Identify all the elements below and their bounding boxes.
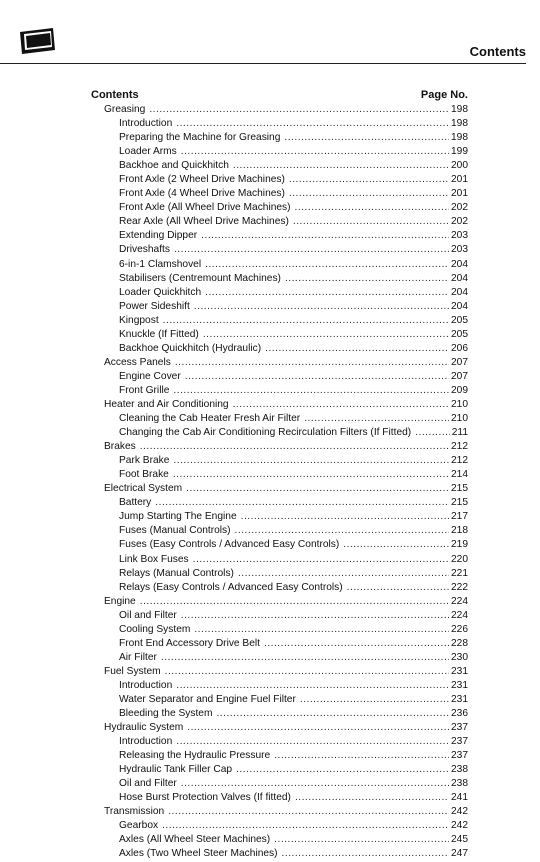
toc-entry-title: Stabilisers (Centremount Machines) — [119, 272, 281, 284]
toc-dot-leader — [203, 328, 449, 342]
toc-subsection-entry[interactable] — [91, 819, 468, 833]
toc-entry-title: Axles (Two Wheel Steer Machines) — [119, 848, 278, 860]
toc-entry-page: 202 — [451, 216, 468, 228]
toc-entry-page: 226 — [451, 623, 468, 635]
toc-entry-page: 220 — [451, 553, 468, 565]
toc-dot-leader — [216, 707, 449, 721]
toc-entry-title: Hydraulic System — [104, 722, 184, 734]
toc-entry-page: 224 — [451, 595, 468, 607]
toc-entry-title: Power Sideshift — [119, 300, 190, 312]
toc-entry-title: Water Separator and Engine Fuel Filter — [119, 693, 296, 705]
toc-entry-page: 219 — [451, 539, 468, 551]
toc-dot-leader — [186, 482, 449, 496]
toc-entry-title: Axles (All Wheel Steer Machines) — [119, 834, 271, 846]
toc-entry-page: 231 — [451, 693, 468, 705]
toc-entry-title: Access Panels — [104, 356, 171, 368]
toc-dot-leader — [149, 103, 449, 117]
toc-entry-title: Link Box Fuses — [119, 553, 189, 565]
toc-subsection-entry[interactable] — [91, 847, 468, 861]
toc-subsection-entry[interactable] — [91, 609, 468, 623]
toc-entry-page: 237 — [451, 750, 468, 762]
toc-entry-page: 231 — [451, 679, 468, 691]
toc-dot-leader — [161, 651, 449, 665]
toc-entry-title: Kingpost — [119, 314, 159, 326]
toc-entry-title: Fuel System — [104, 665, 161, 677]
toc-subsection-entry[interactable] — [91, 763, 468, 777]
toc-subsection-entry[interactable] — [91, 454, 468, 468]
toc-entry-page: 207 — [451, 370, 468, 382]
toc-entry-page: 236 — [451, 708, 468, 720]
toc-subsection-entry[interactable] — [91, 637, 468, 651]
toc-section-entry[interactable] — [91, 595, 468, 609]
toc-entry-title: Battery — [119, 497, 152, 509]
toc-dot-leader — [241, 510, 449, 524]
toc-entry-page: 242 — [451, 820, 468, 832]
toc-entry-page: 237 — [451, 722, 468, 734]
toc-entry-title: Fuses (Easy Controls / Advanced Easy Controls) — [119, 539, 340, 551]
toc-subsection-entry[interactable] — [91, 777, 468, 791]
toc-entry-title: Transmission — [104, 806, 165, 818]
toc-entry-page: 204 — [451, 286, 468, 298]
toc-entry-page: 224 — [451, 609, 468, 621]
toc-entry-title: Electrical System — [104, 483, 183, 495]
toc-section-entry[interactable] — [91, 805, 468, 819]
toc-heading-row — [91, 87, 468, 103]
toc-subsection-entry[interactable] — [91, 833, 468, 847]
toc-entry-page: 204 — [451, 300, 468, 312]
toc-section-entry[interactable] — [91, 356, 468, 370]
toc-subsection-entry[interactable] — [91, 328, 468, 342]
toc-entry-page: 238 — [451, 764, 468, 776]
toc-dot-leader — [176, 679, 449, 693]
toc-entry-page: 209 — [451, 384, 468, 396]
toc-dot-leader — [289, 173, 449, 187]
toc-dot-leader — [282, 847, 449, 861]
toc-entry-page: 205 — [451, 314, 468, 326]
toc-subsection-entry[interactable] — [91, 258, 468, 272]
toc-dot-leader — [174, 243, 449, 257]
toc-dot-leader — [284, 131, 449, 145]
toc-dot-leader — [181, 777, 449, 791]
toc-subsection-entry[interactable] — [91, 300, 468, 314]
toc-dot-leader — [201, 229, 449, 243]
toc-entry-page: 247 — [451, 848, 468, 860]
toc-entry-title: Park Brake — [119, 455, 170, 467]
toc-entry-page: 198 — [451, 104, 468, 115]
toc-entry-page: 204 — [451, 272, 468, 284]
toc-dot-leader — [173, 468, 449, 482]
header-divider — [0, 63, 526, 64]
toc-entry-page: 210 — [451, 398, 468, 410]
toc-entry-title: Relays (Easy Controls / Advanced Easy Controls) — [119, 581, 343, 593]
toc-subsection-entry[interactable] — [91, 749, 468, 763]
toc-dot-leader — [162, 819, 449, 833]
toc-page-heading: Page No. — [420, 89, 468, 101]
toc-subsection-entry[interactable] — [91, 201, 468, 215]
toc-entry-title: Heater and Air Conditioning — [104, 398, 229, 410]
toc-dot-leader — [304, 412, 449, 426]
toc-entry-page: 245 — [451, 834, 468, 846]
toc-dot-leader — [176, 117, 449, 131]
toc-entry-page: 215 — [451, 483, 468, 495]
toc-entry-title: Front Axle (4 Wheel Drive Machines) — [119, 188, 285, 200]
toc-entry-page: 230 — [451, 651, 468, 663]
toc-dot-leader — [264, 637, 449, 651]
toc-entry-title: Brakes — [104, 441, 136, 453]
toc-entry-title: Hose Burst Protection Valves (If fitted) — [119, 792, 291, 804]
toc-entry-title: Cleaning the Cab Heater Fresh Air Filter — [119, 413, 301, 425]
toc-entry-title: Introduction — [119, 118, 173, 130]
toc-subsection-entry[interactable] — [91, 791, 468, 805]
toc-dot-leader — [205, 258, 449, 272]
toc-entry-page: 201 — [451, 188, 468, 200]
toc-entry-title: Greasing — [104, 104, 146, 115]
toc-entry-title: 6-in-1 Clamshovel — [119, 258, 202, 270]
toc-entry-title: Bleeding the System — [119, 708, 213, 720]
toc-entry-page: 207 — [451, 356, 468, 368]
toc-subsection-entry[interactable] — [91, 187, 468, 201]
toc-subsection-entry[interactable] — [91, 707, 468, 721]
toc-entry-title: Front Axle (2 Wheel Drive Machines) — [119, 174, 285, 186]
toc-entry-page: 214 — [451, 469, 468, 481]
toc-entry-page: 217 — [451, 511, 468, 523]
toc-entry-title: Preparing the Machine for Greasing — [119, 132, 281, 144]
toc-entry-page: 212 — [451, 455, 468, 467]
toc-subsection-entry[interactable] — [91, 117, 468, 131]
toc-dot-leader — [173, 454, 449, 468]
toc-dot-leader — [415, 426, 450, 440]
toc-entry-page: 212 — [451, 441, 468, 453]
toc-entry-title: Loader Arms — [119, 146, 177, 158]
toc-dot-leader — [185, 370, 449, 384]
toc-entry-title: Loader Quickhitch — [119, 286, 202, 298]
toc-subsection-entry[interactable] — [91, 145, 468, 159]
toc-subsection-entry[interactable] — [91, 623, 468, 637]
toc-entry-page: 198 — [451, 132, 468, 144]
toc-entry-title: Gearbox — [119, 820, 159, 832]
toc-subsection-entry[interactable] — [91, 272, 468, 286]
toc-subsection-entry[interactable] — [91, 538, 468, 552]
toc-dot-leader — [194, 300, 449, 314]
toc-subsection-entry[interactable] — [91, 693, 468, 707]
toc-entry-page: 241 — [451, 792, 468, 804]
toc-dot-leader — [274, 749, 449, 763]
toc-dot-leader — [187, 721, 449, 735]
toc-dot-leader — [289, 187, 449, 201]
toc-section-entry[interactable] — [91, 440, 468, 454]
toc-dot-leader — [165, 665, 449, 679]
toc-entry-title: Fuses (Manual Controls) — [119, 525, 231, 537]
toc-dot-leader — [233, 398, 449, 412]
toc-entry-title: Cooling System — [119, 623, 191, 635]
toc-entry-page: 200 — [451, 160, 468, 172]
toc-subsection-entry[interactable] — [91, 496, 468, 510]
toc-subsection-entry[interactable] — [91, 735, 468, 749]
toc-entry-title: Backhoe Quickhitch (Hydraulic) — [119, 342, 262, 354]
toc-entry-page: 201 — [451, 174, 468, 186]
toc-entry-title: Front End Accessory Drive Belt — [119, 637, 260, 649]
toc-entry-page: 205 — [451, 328, 468, 340]
toc-entry-page: 202 — [451, 202, 468, 214]
toc-entry-page: 215 — [451, 497, 468, 509]
toc-list — [91, 103, 468, 862]
jcb-logo — [17, 26, 57, 56]
toc-entry-title: Hydraulic Tank Filler Cap — [119, 764, 233, 776]
toc-subsection-entry[interactable] — [91, 243, 468, 257]
toc-entry-title: Driveshafts — [119, 244, 170, 256]
toc-entry-page: 210 — [451, 413, 468, 425]
toc-entry-page: 204 — [451, 258, 468, 270]
toc-entry-title: Releasing the Hydraulic Pressure — [119, 750, 271, 762]
toc-dot-leader — [233, 159, 449, 173]
toc-dot-leader — [293, 215, 449, 229]
toc-entry-title: Engine — [104, 595, 136, 607]
toc-entry-page: 206 — [451, 342, 468, 354]
toc-entry-title: Air Filter — [119, 651, 157, 663]
toc-dot-leader — [194, 623, 449, 637]
toc-entry-title: Relays (Manual Controls) — [119, 567, 234, 579]
toc-entry-page: 203 — [451, 244, 468, 256]
toc-dot-leader — [163, 314, 449, 328]
toc-entry-page: 221 — [451, 567, 468, 579]
toc-section-entry[interactable] — [91, 721, 468, 735]
table-of-contents — [91, 87, 468, 862]
toc-entry-title: Backhoe and Quickhitch — [119, 160, 229, 172]
toc-dot-leader — [343, 538, 449, 552]
toc-dot-leader — [300, 693, 449, 707]
toc-entry-page: 218 — [451, 525, 468, 537]
toc-subsection-entry[interactable] — [91, 510, 468, 524]
toc-dot-leader — [181, 609, 449, 623]
toc-section-entry[interactable] — [91, 103, 468, 117]
toc-subsection-entry[interactable] — [91, 524, 468, 538]
toc-dot-leader — [347, 581, 449, 595]
toc-entry-title: Foot Brake — [119, 469, 169, 481]
toc-subsection-entry[interactable] — [91, 412, 468, 426]
toc-subsection-entry[interactable] — [91, 370, 468, 384]
toc-entry-title: Introduction — [119, 736, 173, 748]
toc-entry-page: 199 — [451, 146, 468, 158]
toc-dot-leader — [265, 342, 449, 356]
toc-entry-title: Introduction — [119, 679, 173, 691]
toc-entry-title: Oil and Filter — [119, 609, 177, 621]
toc-dot-leader — [175, 356, 449, 370]
toc-subsection-entry[interactable] — [91, 679, 468, 693]
toc-subsection-entry[interactable] — [91, 342, 468, 356]
toc-subsection-entry[interactable] — [91, 567, 468, 581]
toc-entry-page: 198 — [451, 118, 468, 130]
toc-entry-page: 203 — [451, 230, 468, 242]
toc-section-entry[interactable] — [91, 482, 468, 496]
toc-dot-leader — [235, 524, 449, 538]
toc-subsection-entry[interactable] — [91, 651, 468, 665]
toc-heading: Contents — [91, 89, 139, 101]
toc-dot-leader — [176, 735, 449, 749]
toc-entry-page: 242 — [451, 806, 468, 818]
toc-subsection-entry[interactable] — [91, 173, 468, 187]
toc-subsection-entry[interactable] — [91, 553, 468, 567]
toc-dot-leader — [155, 496, 449, 510]
toc-subsection-entry[interactable] — [91, 426, 468, 440]
toc-dot-leader — [140, 595, 449, 609]
toc-dot-leader — [168, 805, 449, 819]
toc-dot-leader — [274, 833, 449, 847]
toc-dot-leader — [173, 384, 449, 398]
toc-entry-page: 211 — [451, 427, 468, 439]
toc-subsection-entry[interactable] — [91, 314, 468, 328]
toc-entry-page: 222 — [451, 581, 468, 593]
toc-entry-title: Front Grille — [119, 384, 170, 396]
toc-dot-leader — [193, 553, 449, 567]
toc-entry-title: Changing the Cab Air Conditioning Recirculation Filters (If Fitted) — [119, 427, 412, 439]
toc-dot-leader — [238, 567, 449, 581]
toc-entry-title: Extending Dipper — [119, 230, 198, 242]
toc-subsection-entry[interactable] — [91, 468, 468, 482]
page-header-title: Contents — [469, 44, 526, 59]
toc-entry-title: Jump Starting The Engine — [119, 511, 237, 523]
toc-dot-leader — [205, 286, 449, 300]
toc-subsection-entry[interactable] — [91, 286, 468, 300]
toc-dot-leader — [181, 145, 449, 159]
toc-entry-title: Oil and Filter — [119, 778, 177, 790]
toc-dot-leader — [236, 763, 449, 777]
toc-entry-page: 228 — [451, 637, 468, 649]
toc-subsection-entry[interactable] — [91, 384, 468, 398]
toc-entry-page: 231 — [451, 665, 468, 677]
toc-section-entry[interactable] — [91, 665, 468, 679]
toc-entry-page: 238 — [451, 778, 468, 790]
toc-dot-leader — [295, 201, 449, 215]
toc-entry-title: Knuckle (If Fitted) — [119, 328, 199, 340]
toc-entry-title: Engine Cover — [119, 370, 181, 382]
toc-subsection-entry[interactable] — [91, 229, 468, 243]
toc-section-entry[interactable] — [91, 398, 468, 412]
toc-dot-leader — [140, 440, 449, 454]
toc-subsection-entry[interactable] — [91, 131, 468, 145]
toc-dot-leader — [285, 272, 449, 286]
toc-subsection-entry[interactable] — [91, 581, 468, 595]
toc-entry-page: 237 — [451, 736, 468, 748]
toc-entry-title: Front Axle (All Wheel Drive Machines) — [119, 202, 291, 214]
toc-subsection-entry[interactable] — [91, 159, 468, 173]
toc-dot-leader — [295, 791, 449, 805]
toc-subsection-entry[interactable] — [91, 215, 468, 229]
toc-entry-title: Rear Axle (All Wheel Drive Machines) — [119, 216, 289, 228]
